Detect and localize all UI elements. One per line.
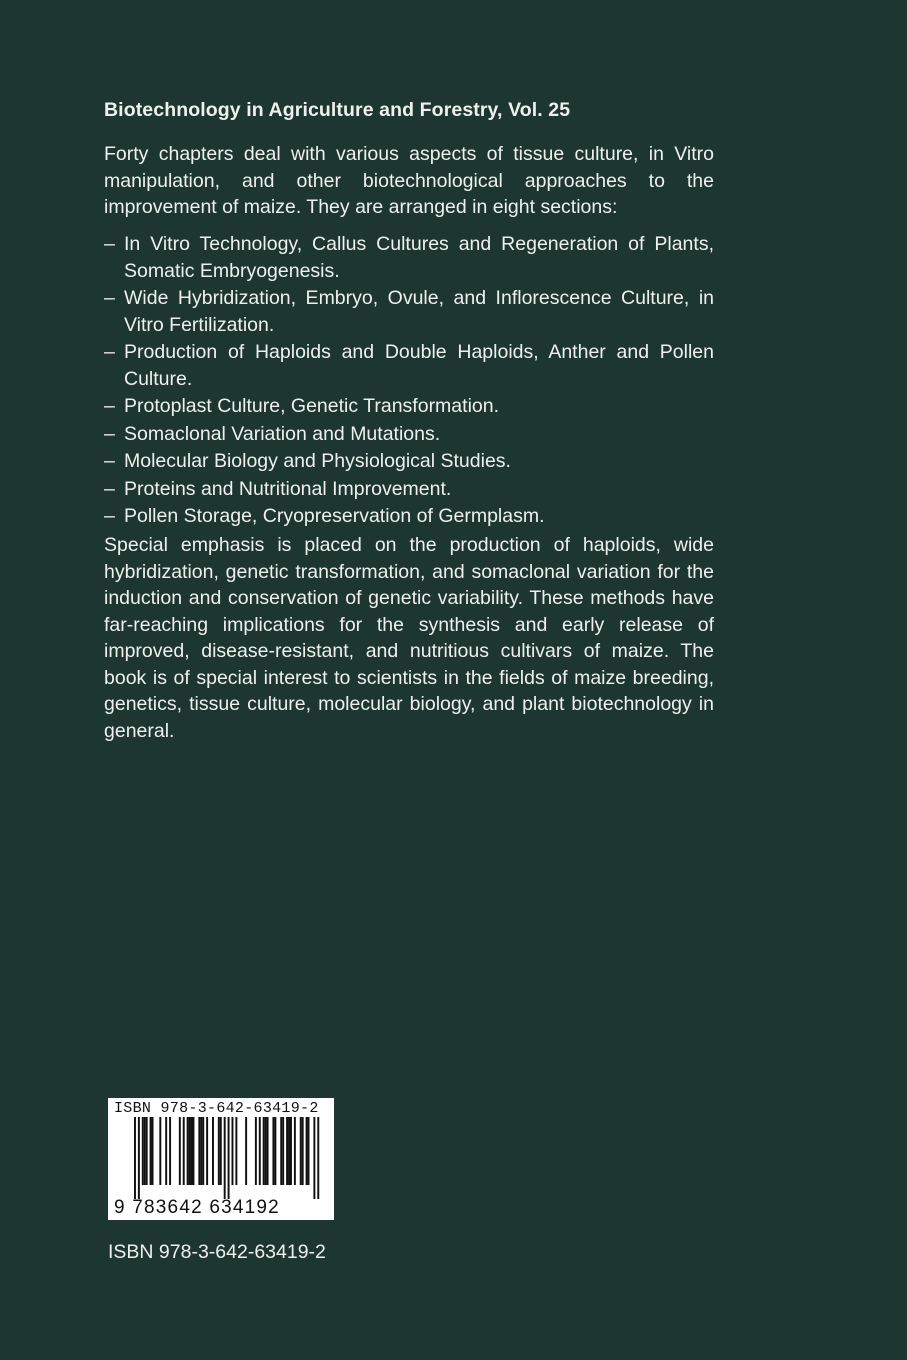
barcode-bar <box>267 1117 269 1185</box>
barcode-bar <box>228 1117 230 1199</box>
section-item: – Wide Hybridization, Embryo, Ovule, and Inflorescence Culture, in Vitro Fertilization. <box>104 287 714 336</box>
barcode-bar <box>235 1117 237 1185</box>
barcode-bar <box>259 1117 261 1185</box>
barcode-bar <box>187 1117 189 1185</box>
barcode-bar <box>169 1117 171 1185</box>
barcode-bar <box>294 1117 296 1185</box>
barcode-bar <box>165 1117 167 1185</box>
barcode-bars <box>108 1117 334 1201</box>
barcode-bar <box>138 1117 140 1199</box>
intro-paragraph: Forty chapters deal with various aspects of tissue culture, in Vitro manipulation, and other biotechnological approaches to the improvement of maize. They are arranged in eight sections: <box>104 143 714 218</box>
barcode-bar <box>200 1117 202 1185</box>
barcode-bar <box>317 1117 319 1199</box>
section-item: – Somaclonal Variation and Mutations. <box>104 422 441 445</box>
section-item: – Protoplast Culture, Genetic Transformation. <box>104 395 500 417</box>
barcode-bar <box>218 1117 220 1185</box>
barcode-bar <box>302 1117 304 1185</box>
barcode-bar <box>306 1117 308 1185</box>
barcode-bar <box>144 1117 146 1185</box>
barcode-bar <box>202 1117 204 1185</box>
barcode-bar <box>300 1117 302 1185</box>
section-item: – Production of Haploids and Double Haploids, Anther and Pollen Culture. <box>104 341 714 390</box>
section-list <box>104 231 714 531</box>
barcode-bar <box>290 1117 292 1185</box>
barcode-bar <box>313 1117 315 1199</box>
barcode-bar <box>134 1117 136 1199</box>
barcode-bar <box>198 1117 200 1185</box>
barcode-bar <box>224 1117 226 1199</box>
barcode-bar <box>265 1117 267 1185</box>
barcode-bar <box>308 1117 310 1185</box>
barcode-bar <box>206 1117 208 1185</box>
barcode-bar <box>142 1117 144 1185</box>
barcode-bar <box>263 1117 265 1185</box>
barcode-bar <box>179 1117 181 1185</box>
barcode-bar <box>245 1117 247 1185</box>
barcode-bar <box>189 1117 191 1185</box>
summary-paragraph: Special emphasis is placed on the production of haploids, wide hybridization, genetic transformation, and somaclonal variation for the induction and conservation of genetic variability. These methods have far-reaching implications for the synthesis and early release of improved, disease-resistant, and nutritious cultivars of maize. The book is of special interest to scientists in the fields of maize breeding, genetics, tissue culture, molecular biology, and plant biotechnology in general. <box>104 534 714 742</box>
barcode-bar <box>183 1117 185 1185</box>
barcode-bar <box>288 1117 290 1185</box>
isbn-barcode <box>108 1098 334 1220</box>
section-item: – In Vitro Technology, Callus Cultures and Regeneration of Plants, Somatic Embryogenesis. <box>104 233 714 282</box>
barcode-isbn-label: ISBN 978-3-642-63419-2 <box>114 1100 319 1117</box>
barcode-bar <box>212 1117 214 1185</box>
section-item: – Pollen Storage, Cryopreservation of Germplasm. <box>104 505 545 527</box>
section-item: – Molecular Biology and Physiological Studies. <box>104 450 511 472</box>
barcode-digits: 9 783642 634192 <box>114 1197 280 1218</box>
barcode-bar <box>146 1117 148 1185</box>
barcode-bar <box>193 1117 195 1185</box>
barcode-bar <box>255 1117 257 1185</box>
barcode-bar <box>150 1117 152 1185</box>
series-title: Biotechnology in Agriculture and Forestry, Vol. 25 <box>104 99 571 121</box>
barcode-bar <box>282 1117 284 1185</box>
barcode-bar <box>274 1117 276 1185</box>
barcode-bar <box>232 1117 234 1185</box>
barcode-bar <box>152 1117 154 1185</box>
barcode-bar <box>159 1117 161 1185</box>
barcode-bar <box>220 1117 222 1185</box>
section-item: – Proteins and Nutritional Improvement. <box>104 477 452 500</box>
isbn-text: ISBN 978-3-642-63419-2 <box>108 1241 326 1263</box>
barcode-bar <box>272 1117 274 1185</box>
barcode-bar <box>286 1117 288 1185</box>
barcode-bar <box>280 1117 282 1185</box>
barcode-bar <box>191 1117 193 1185</box>
